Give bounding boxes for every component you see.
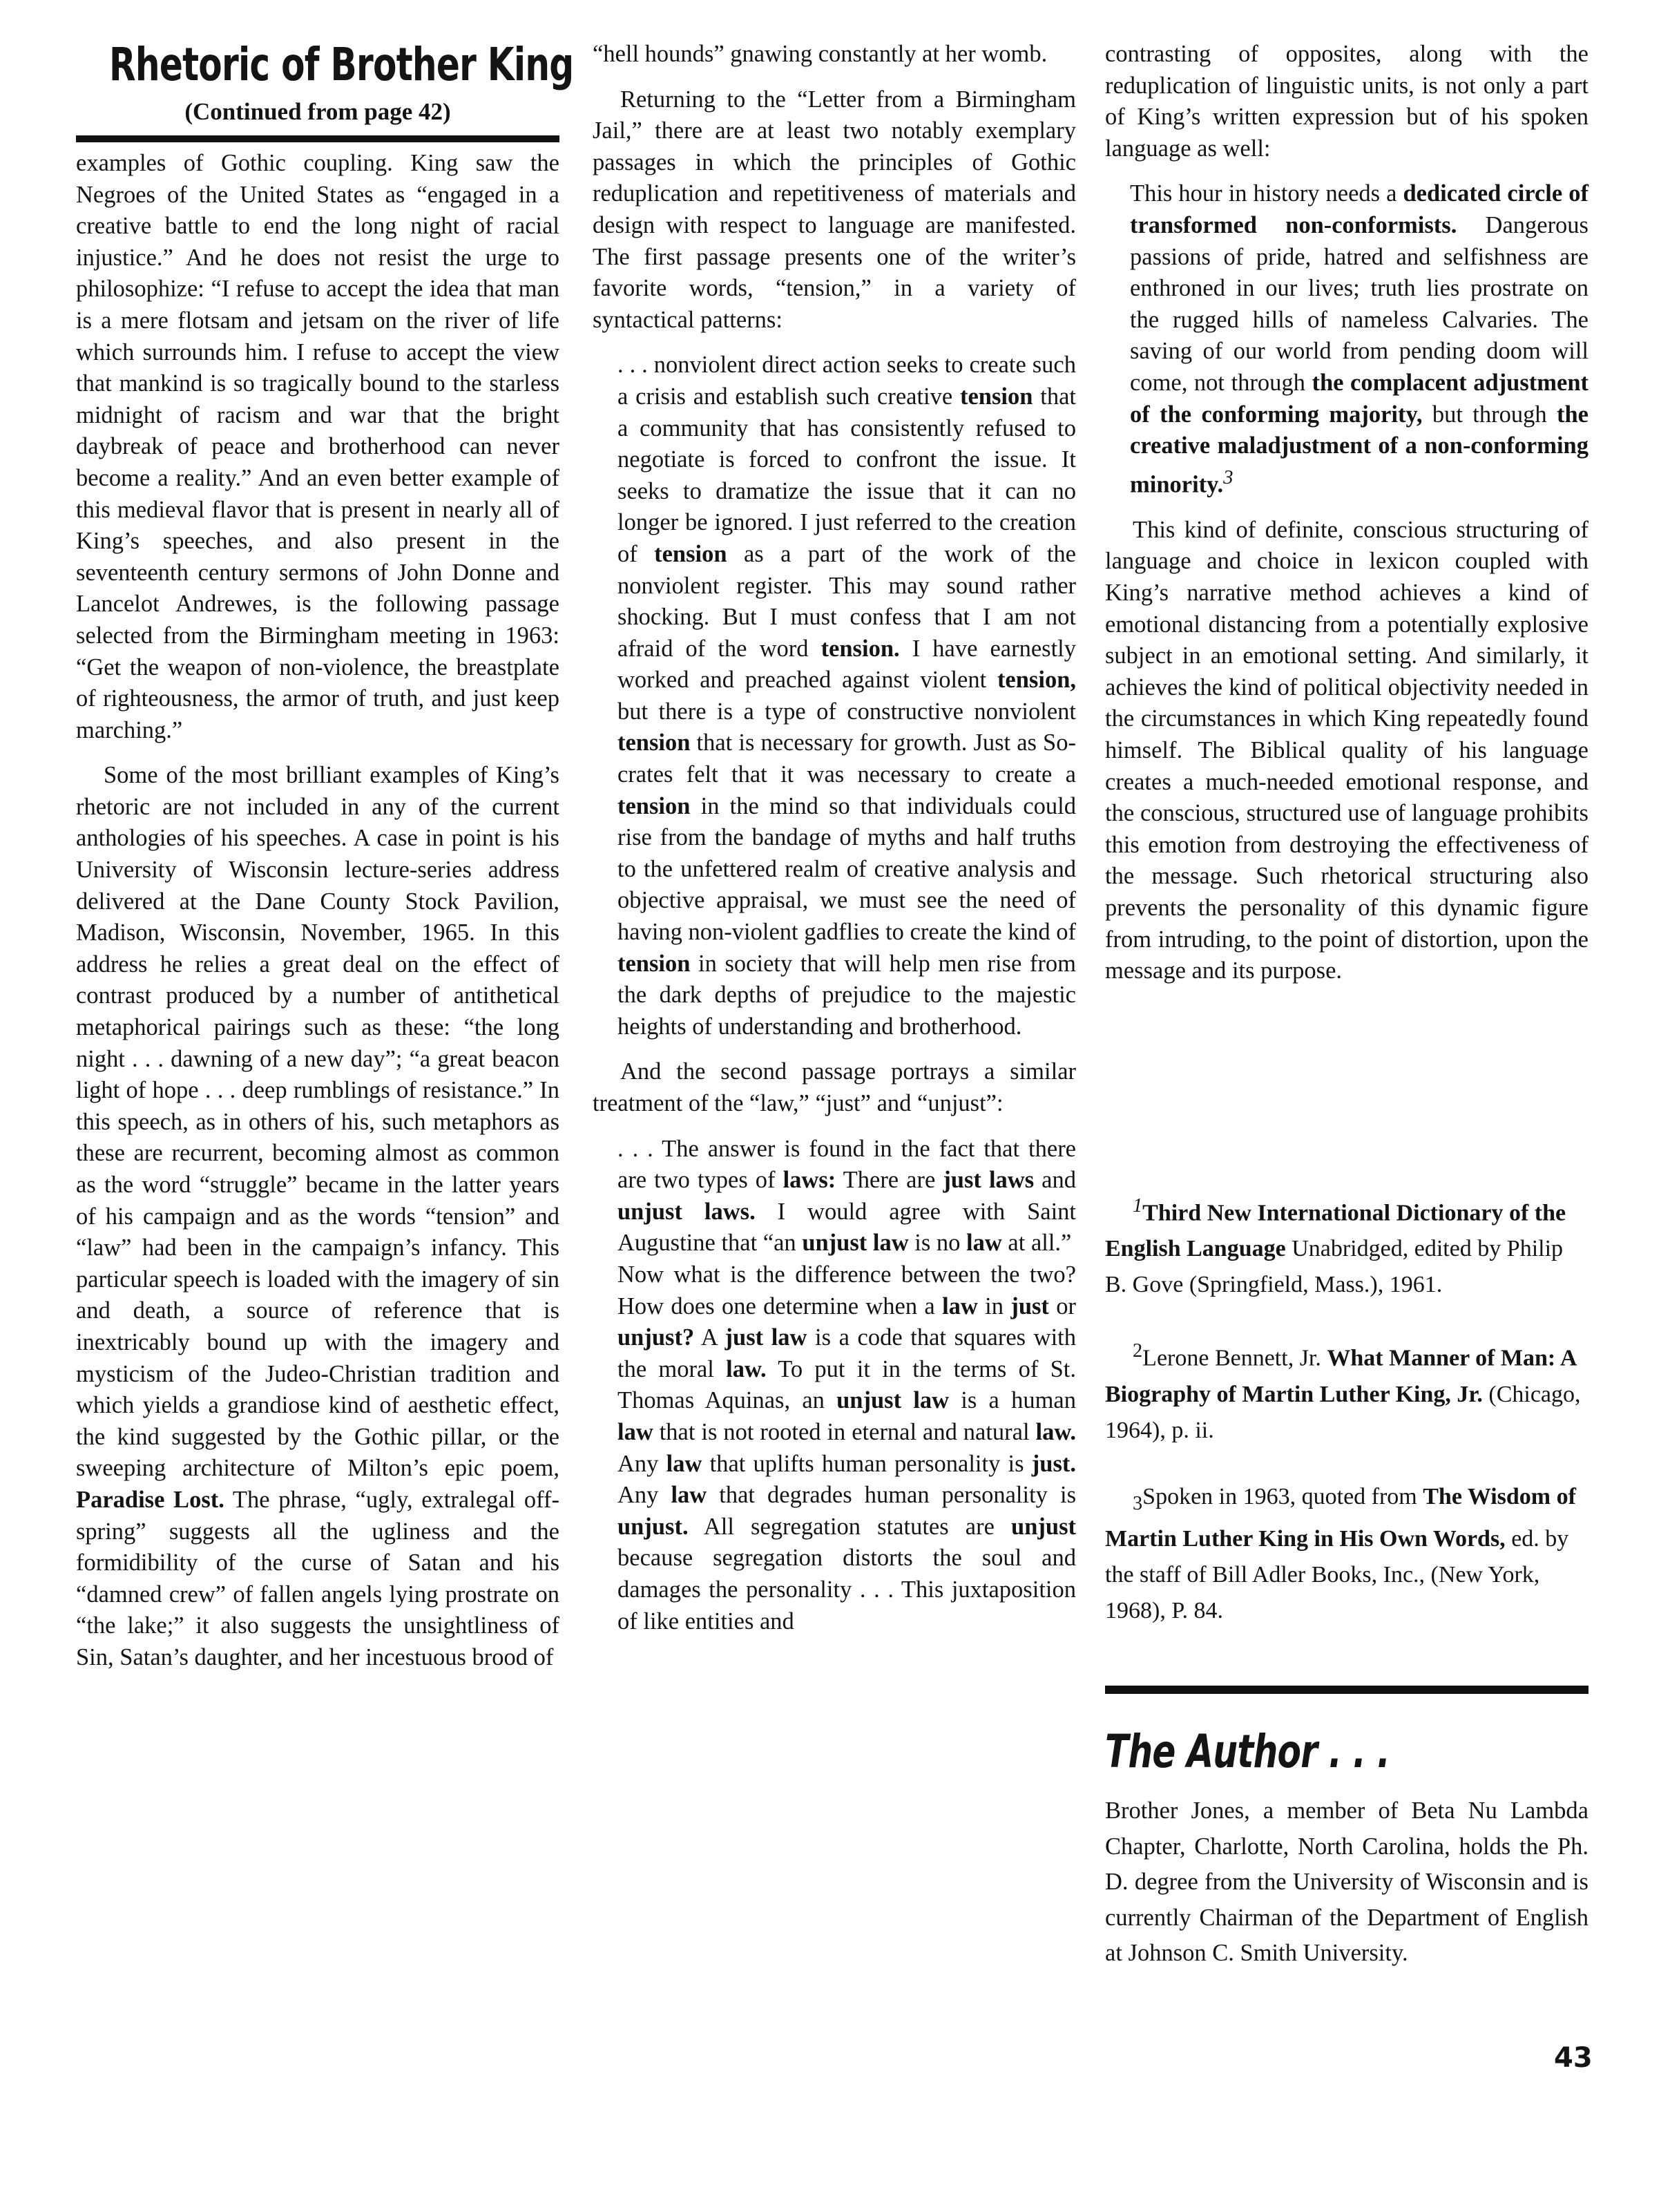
emphasis: law <box>666 1450 702 1477</box>
emphasis: just law <box>724 1324 807 1351</box>
text-run: that is necessary for growth. Just as Socrates felt that it was necessary to create a <box>617 730 1076 788</box>
footnote-text: (Chicago, 1964), p. ii. <box>1105 1381 1581 1443</box>
book-title: Paradise Lost. <box>76 1486 224 1513</box>
text-run: at all.” <box>1001 1230 1072 1257</box>
text-run: or <box>1048 1293 1076 1319</box>
block-quote <box>593 1134 1076 1638</box>
emphasis: unjust laws. <box>617 1198 756 1225</box>
column-1-text <box>76 148 559 1674</box>
text-run: is a code that squares with the moral <box>617 1324 1076 1382</box>
text-run: Any <box>617 1482 671 1509</box>
block-quote <box>1105 178 1589 500</box>
column-3-text <box>1105 39 1589 987</box>
emphasis: the complacent adjustment of the conforming majority, <box>1130 369 1589 428</box>
paragraph: This kind of definite, conscious structuring of language and choice in lexicon coupled with King’s narrative method achieves a kind of emotional distancing from a potentially explosive subject in an emotional setting. And similarly, it achieves the kind of political objectivity needed in the circumstances in which King repeatedly found himself. The Biblical quality of his language creates a much-needed emotional response, and the conscious, structured use of language prohibits this emotion from destroying the effectiveness of the message. Such rhetorical structuring also prevents the personality of this dynamic figure from intruding, to the point of distortion, upon the message and its purpose. <box>1105 516 1589 984</box>
text-run: . . . The answer is found in the fact that there are two types of <box>617 1135 1076 1194</box>
emphasis: tension. <box>820 635 900 662</box>
footnote-2 <box>1105 1333 1589 1448</box>
text-run: Dangerous passions of pride, hatred and selfishness are enthroned in our lives; truth lies prostrate on the rugged hills of nameless Calvaries. The saving of our world from pending doom will come, not through <box>1130 211 1589 396</box>
footnote-ref: 3 <box>1223 466 1234 488</box>
emphasis: unjust law <box>802 1230 909 1257</box>
paragraph: “hell hounds” gnawing constantly at her womb. <box>593 41 1048 67</box>
text-run: To put it in the terms of St. Thomas Aquinas, an <box>617 1355 1076 1414</box>
block-quote <box>593 350 1076 1042</box>
article-title: Rhetoric of Brother King <box>109 38 574 91</box>
footnote-text: Spoken in 1963, quoted from <box>1142 1483 1423 1509</box>
emphasis: just <box>1010 1293 1049 1319</box>
emphasis: law. <box>726 1355 767 1382</box>
emphasis: just. <box>1031 1450 1077 1477</box>
footnote-text: ed. by the staff of Bill Adler Books, Inc., (New York, 1968), P. 84. <box>1105 1526 1569 1624</box>
paragraph: Returning to the “Letter from a Birmingham Jail,” there are at least two notably exemplary passages in which the principles of Gothic reduplication and repetitiveness of materials and design with respect to language are manifested. The first passage presents one of the writer’s favorite words, “tension,” in a variety of syntactical patterns: <box>593 86 1076 333</box>
text-run: This hour in history needs a <box>1130 180 1403 207</box>
emphasis: unjust. <box>617 1513 689 1540</box>
text-run: Now what is the difference between the two? How does one determine when a <box>617 1261 1076 1319</box>
text-run: because segregation distorts the soul and damages the personality . . . This juxtaposition of like entities and <box>617 1545 1076 1634</box>
emphasis: just laws <box>943 1167 1035 1194</box>
emphasis: tension, <box>997 667 1076 694</box>
text-run: but there is a type of constructive nonviolent <box>617 698 1076 725</box>
emphasis: tension <box>654 540 727 567</box>
emphasis: tension <box>617 950 691 977</box>
text-run: . . . nonviolent direct action seeks to create such a crisis and establish such creative <box>617 352 1076 410</box>
emphasis: unjust law <box>836 1387 950 1414</box>
text-run: is a human <box>949 1387 1076 1414</box>
text-run: as a part of the work of the nonviolent register. This may sound rather shocking. But I must confess that I am not afraid of the word <box>617 540 1076 662</box>
text-run: in society that will help men rise from the dark depths of prejudice to the majestic heights of understanding and brotherhood. <box>617 950 1076 1040</box>
emphasis: law. <box>1035 1418 1076 1445</box>
paragraph <box>76 760 559 1673</box>
text-run: in the mind so that individuals could rise from the bandage of myths and half truths to the unfettered realm of creative analysis and objective appraisal, we must see the need of having non-violent gadflies to create the kind of <box>617 792 1076 946</box>
emphasis: law <box>671 1482 707 1509</box>
emphasis: dedicated circle of transformed non-conformists. <box>1130 180 1589 238</box>
article-subtitle: (Continued from page 42) <box>184 98 451 125</box>
emphasis: tension <box>617 730 691 756</box>
text-run: A <box>694 1324 725 1351</box>
text-run: and <box>1034 1167 1076 1194</box>
emphasis: tension <box>960 383 1033 410</box>
text-run: that uplifts human personality is <box>702 1450 1032 1477</box>
text-run: that is not rooted in eternal and natural <box>653 1418 1036 1445</box>
title-rule <box>76 135 559 142</box>
paragraph: contrasting of opposites, along with the reduplication of linguistic units, is not only a part of King’s written expression but of his spoken language as well: <box>1105 41 1589 162</box>
paragraph: examples of Gothic coupling. King saw the Negroes of the United States as “engaged in a creative battle to end the long night of racial injustice.” And he does not resist the urge to philosophize: “I refuse to accept the idea that man is a mere flotsam and jetsam on the river of life which surrounds him. I refuse to accept the view that mankind is so tragically bound to the starless midnight of racism and war that the bright daybreak of peace and brotherhood can never become a reality.” And an even better example of this medieval flavor that is present in nearly all of King’s speeches, and also present in the seventeenth century sermons of John Donne and Lancelot Andrewes, is the following passage selected from the Birmingham meeting in 1963: “Get the weapon of non-violence, the breastplate of righteousness, the armor of truth, and just keep marching.” <box>76 150 559 743</box>
footnote-title: The Wisdom of Martin Luther King in His Own Words, <box>1105 1483 1576 1552</box>
text-run: All segregation statutes are <box>688 1513 1012 1540</box>
author-bio: Brother Jones, a member of Beta Nu Lambda Chapter, Charlotte, North Carolina, holds the Ph. D. degree from the University of Wisconsin and is currently Chairman of the Department of English at Johnson C. Smith University. <box>1105 1798 1589 1967</box>
text-run: Some of the most brilliant examples of King’s rhetoric are not included in any of the current anthologies of his speeches. A case in point is his University of Wisconsin lecture-series address delivered at the Dane County Stock Pavilion, Madison, Wisconsin, November, 1965. In this address he relies a great deal on the effect of contrast produced by a number of antithetical metaphorical pairings such as these: “the long night . . . dawning of a new day”; “a great beacon light of hope . . . deep rumblings of resistance.” In this speech, as in others of his, such metaphors as these are recurrent, becoming almost as common as the word “struggle” became in the latter years of his campaign and as the words “tension” and “law” had been in the campaign’s infancy. This particular speech is loaded with the imagery of sin and death, a source of reference that is inextricably bound up with the imagery and mysticism of the Judeo-Christian tradition and which yields a grandiose kind of aesthetic effect, the kind suggested by the Gothic pillar, or the sweeping architecture of Milton’s epic poem, <box>76 762 559 1482</box>
footnote-marker: 3 <box>1133 1492 1143 1514</box>
footnote-title: Third New International Dictionary of the English Language <box>1105 1200 1566 1262</box>
page-number: 43 <box>1554 2042 1593 2074</box>
author-heading: The Author . . . <box>1105 1725 1390 1778</box>
text-run: that a community that has consistently refused to negotiate is forced to confront the issue. It seeks to dramatize the issue that it can no longer be ignored. I just referred to the creation of <box>617 383 1076 567</box>
footnote-1 <box>1105 1188 1589 1303</box>
emphasis: law <box>966 1230 1002 1257</box>
text-run: There are <box>836 1167 943 1194</box>
column-2-text <box>593 39 1076 1637</box>
text-run: in <box>977 1293 1011 1319</box>
author-rule <box>1105 1686 1589 1694</box>
footnotes <box>1105 1188 1589 1629</box>
emphasis: the creative maladjustment of a non-conforming minority. <box>1130 401 1589 498</box>
footnote-marker: 1 <box>1133 1195 1143 1217</box>
emphasis: laws: <box>783 1167 836 1194</box>
text-run: that degrades human personality is <box>707 1482 1076 1509</box>
footnote-text: Unabridged, edited by Philip B. Gove (Springfield, Mass.), 1961. <box>1105 1236 1564 1298</box>
emphasis: law <box>617 1418 653 1445</box>
text-run: The phrase, “ugly, extralegal offspring” suggests all the ugliness and the formidibility of the curse of Satan and his “damned crew” of fallen angels lying prostrate on “the lake;” it also suggests the unsightliness of Sin, Satan’s daughter, and her incestuous brood of <box>76 1486 560 1670</box>
emphasis: law <box>942 1293 978 1319</box>
text-run: I would agree with Saint Augustine that “an <box>617 1198 1076 1257</box>
text-run: I have earnestly worked and preached against violent <box>617 635 1077 694</box>
emphasis: unjust? <box>617 1324 695 1351</box>
text-run: is no <box>908 1230 967 1257</box>
footnote-title: What Manner of Man: A Biography of Martin Luther King, Jr. <box>1105 1345 1576 1407</box>
emphasis: tension <box>617 792 691 819</box>
emphasis: unjust <box>1011 1513 1076 1540</box>
footnote-3 <box>1105 1479 1589 1630</box>
footnote-text: Lerone Bennett, Jr. <box>1142 1345 1327 1371</box>
text-run: Any <box>617 1450 666 1477</box>
footnote-marker: 2 <box>1133 1340 1143 1362</box>
paragraph: And the second passage portrays a similar treatment of the “law,” “just” and “unjust”: <box>593 1058 1076 1116</box>
text-run: but through <box>1422 401 1557 428</box>
